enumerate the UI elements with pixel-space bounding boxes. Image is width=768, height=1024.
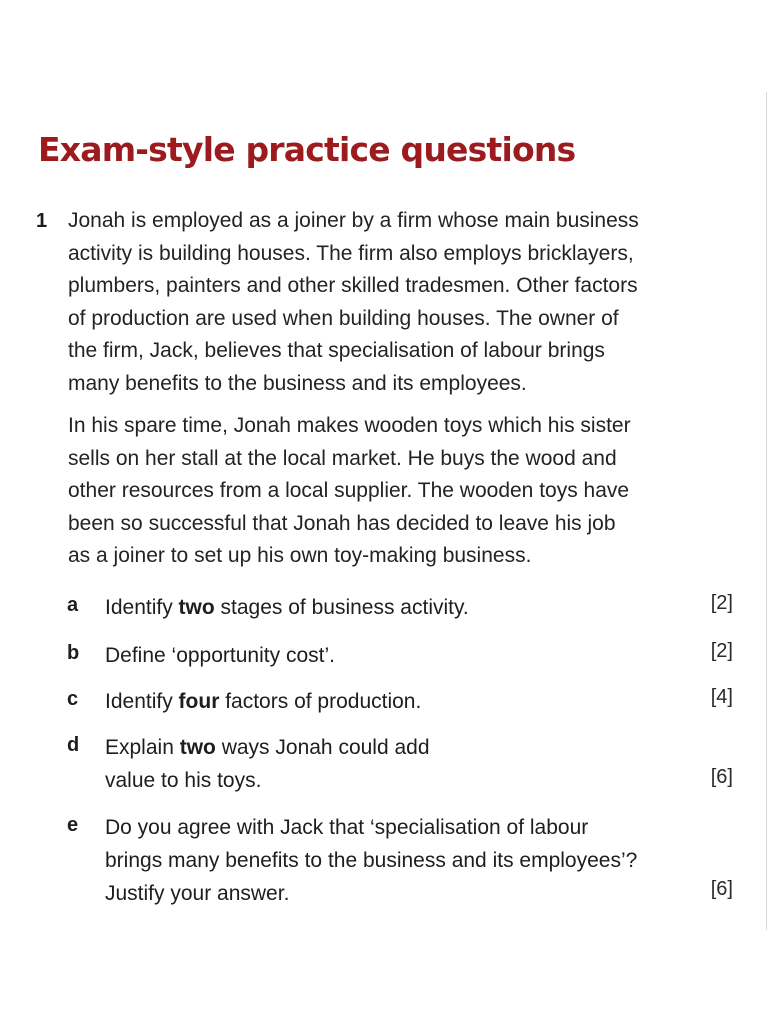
paragraph-line: activity is building houses. The firm also employs bricklayers, (68, 241, 634, 265)
part-marks: [6] (710, 766, 733, 788)
paragraph-line: sells on her stall at the local market. He buys the wood and (68, 446, 617, 470)
part-text-line: Do you agree with Jack that ‘specialisation of labour (105, 816, 589, 839)
paragraph-line: Jonah is employed as a joiner by a firm whose main business (68, 209, 639, 232)
question-number: 1 (36, 210, 48, 232)
part-marks: [6] (710, 878, 733, 900)
part-text-bold: four (178, 690, 220, 713)
part-text-post: stages of business activity. (214, 596, 469, 619)
part-text (105, 685, 421, 718)
part-text-pre: Identify (105, 690, 179, 713)
paragraph-line: plumbers, painters and other skilled tradesmen. Other factors (68, 274, 638, 298)
paragraph-line: many benefits to the business and its employees. (68, 371, 527, 395)
part-text-pre: Identify (105, 596, 179, 619)
part-text-bold: two (179, 736, 216, 759)
part-text (105, 731, 430, 797)
section-heading: Exam-style practice questions (38, 130, 576, 169)
part-letter: e (67, 814, 79, 836)
part-text: Define ‘opportunity cost’. (105, 644, 335, 667)
part-text (105, 811, 637, 910)
case-study-paragraph-2 (68, 410, 728, 573)
part-marks: [2] (710, 640, 733, 662)
part-text-line: Justify your answer. (105, 882, 290, 905)
part-text-post: ways Jonah could add (215, 736, 430, 759)
paragraph-line: of production are used when building houses. The owner of (68, 306, 619, 330)
part-text-bold: two (178, 596, 215, 619)
part-letter: d (67, 734, 80, 756)
paragraph-line: been so successful that Jonah has decided to leave his job (68, 511, 616, 535)
part-text-line: value to his toys. (105, 769, 262, 792)
part-text-line: brings many benefits to the business and its employees’? (105, 849, 638, 872)
paragraph-line: In his spare time, Jonah makes wooden toys which his sister (68, 414, 631, 437)
part-letter: b (67, 642, 80, 664)
part-text-pre: Explain (105, 736, 180, 759)
case-study-paragraph-1 (68, 205, 728, 401)
part-text-post: factors of production. (219, 690, 422, 713)
part-marks: [4] (710, 686, 733, 708)
part-text-line (105, 731, 430, 764)
paragraph-line: as a joiner to set up his own toy-making business. (68, 544, 532, 568)
paragraph-line: the firm, Jack, believes that specialisation of labour brings (68, 339, 605, 363)
part-letter: c (67, 688, 79, 710)
part-marks: [2] (710, 592, 733, 614)
part-text (105, 591, 469, 624)
part-letter: a (67, 594, 79, 616)
paragraph-line: other resources from a local supplier. The wooden toys have (68, 479, 630, 503)
